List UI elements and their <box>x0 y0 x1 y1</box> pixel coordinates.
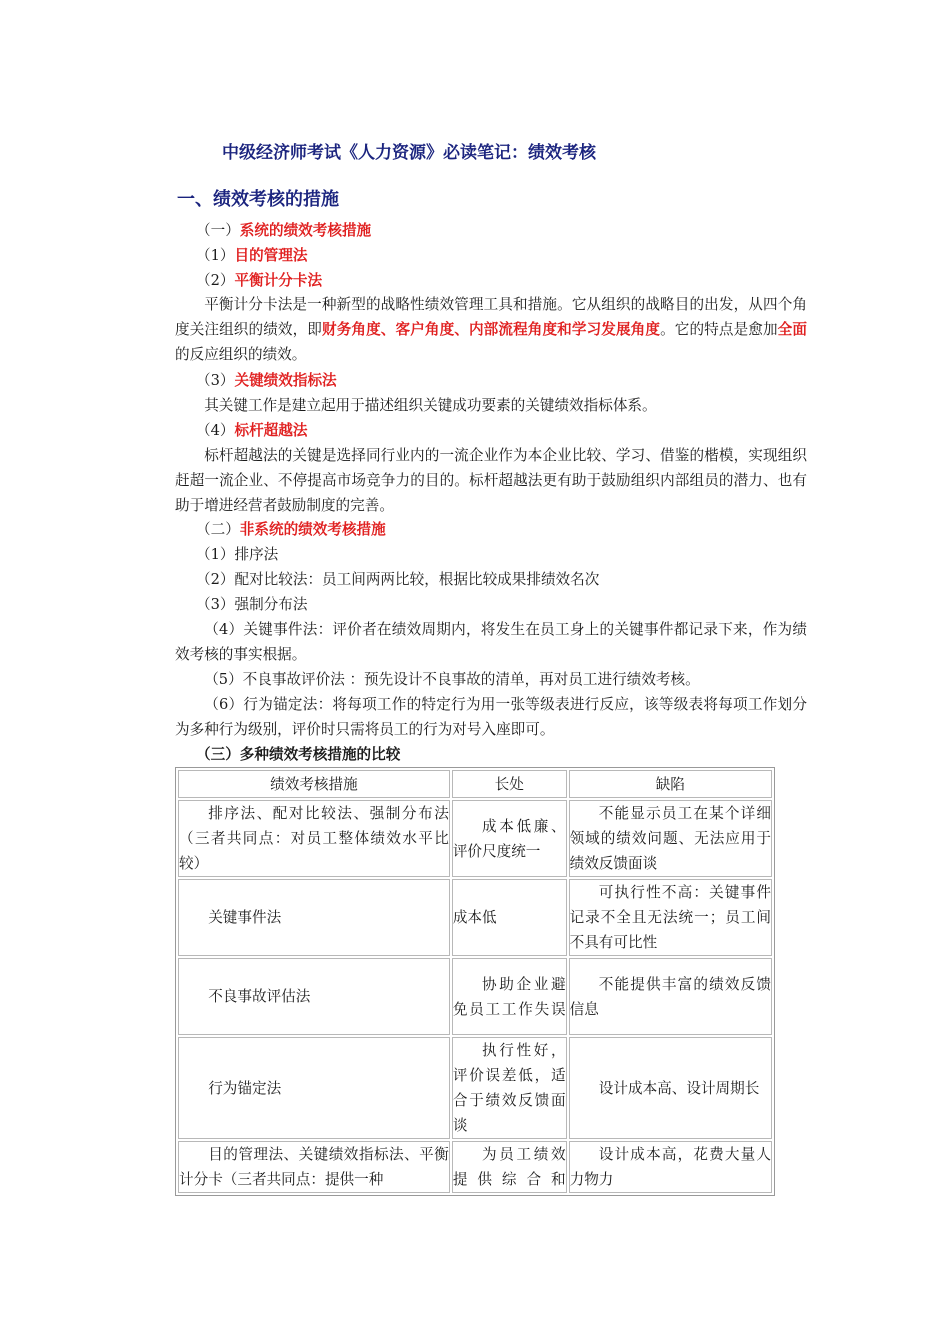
table-cell: 成本低廉、评价尺度统一 <box>452 800 567 877</box>
table-row <box>178 958 772 1035</box>
paragraph-kpi: 其关键工作是建立起用于描述组织关键成功要素的关键绩效指标体系。 <box>204 397 657 414</box>
column-header: 长处 <box>452 770 567 798</box>
section-heading: 一、绩效考核的措施 <box>177 189 339 210</box>
comparison-table <box>175 767 775 1196</box>
table-cell: 目的管理法、关键绩效指标法、平衡计分卡（三者共同点：提供一种 <box>178 1141 450 1193</box>
column-header: 缺陷 <box>569 770 772 798</box>
subsection-heading: （二）非系统的绩效考核措施 <box>196 521 386 538</box>
list-item: （3）强制分布法 <box>196 596 308 613</box>
list-item: （1）排序法 <box>196 546 279 563</box>
method-heading: （2）平衡计分卡法 <box>196 272 323 289</box>
table-cell: 成本低 <box>452 879 567 956</box>
paragraph-balanced-scorecard: 平衡计分卡法是一种新型的战略性绩效管理工具和措施。它从组织的战略目的出发，从四个角度关注组织的绩效，即财务角度、客户角度、内部流程角度和学习发展角度。它的特点是愈加全面的反应组织的绩效。 <box>175 296 807 363</box>
table-cell: 执行性好，评价误差低，适合于绩效反馈面谈 <box>452 1037 567 1139</box>
table-cell: 排序法、配对比较法、强制分布法（三者共同点：对员工整体绩效水平比较） <box>178 800 450 877</box>
list-item: （6）行为锚定法：将每项工作的特定行为用一张等级表进行反应，该等级表将每项工作划分为多种行为级别，评价时只需将员工的行为对号入座即可。 <box>175 696 807 738</box>
table-row <box>178 879 772 956</box>
column-header: 绩效考核措施 <box>178 770 450 798</box>
table-cell: 不良事故评估法 <box>178 958 450 1035</box>
table-cell: 可执行性不高：关键事件记录不全且无法统一；员工间不具有可比性 <box>569 879 772 956</box>
list-item: （5）不良事故评价法 ：预先设计不良事故的清单，再对员工进行绩效考核。 <box>204 671 700 688</box>
table-cell: 行为锚定法 <box>178 1037 450 1139</box>
list-item: （4）关键事件法：评价者在绩效周期内，将发生在员工身上的关键事件都记录下来，作为绩效考核的事实根据。 <box>175 621 807 663</box>
table-row <box>178 1037 772 1139</box>
subsection-heading: （三）多种绩效考核措施的比较 <box>196 746 401 763</box>
table-row <box>178 1141 772 1193</box>
table-cell: 为员工绩效提供综合和 <box>452 1141 567 1193</box>
table-header-row <box>178 770 772 798</box>
paragraph-benchmarking: 标杆超越法的关键是选择同行业内的一流企业作为本企业比较、学习、借鉴的楷模，实现组织赶超一流企业、不停提高市场竞争力的目的。标杆超越法更有助于鼓励组织内部组员的潜力、也有助于增进经营者鼓励制度的完善。 <box>175 447 807 514</box>
subsection-heading: （一）系统的绩效考核措施 <box>196 222 372 239</box>
table-cell: 不能显示员工在某个详细领域的绩效问题、无法应用于绩效反馈面谈 <box>569 800 772 877</box>
table-cell: 设计成本高，花费大量人力物力 <box>569 1141 772 1193</box>
method-heading: （4）标杆超越法 <box>196 422 308 439</box>
table-cell: 设计成本高、设计周期长 <box>569 1037 772 1139</box>
method-heading: （3）关键绩效指标法 <box>196 372 337 389</box>
table-cell: 不能提供丰富的绩效反馈信息 <box>569 958 772 1035</box>
method-heading: （1）目的管理法 <box>196 247 308 264</box>
table-row <box>178 800 772 877</box>
page-title: 中级经济师考试《人力资源》必读笔记：绩效考核 <box>222 143 596 163</box>
list-item: （2）配对比较法：员工间两两比较，根据比较成果排绩效名次 <box>196 571 600 588</box>
table-cell: 协助企业避免员工工作失误 <box>452 958 567 1035</box>
table-cell: 关键事件法 <box>178 879 450 956</box>
